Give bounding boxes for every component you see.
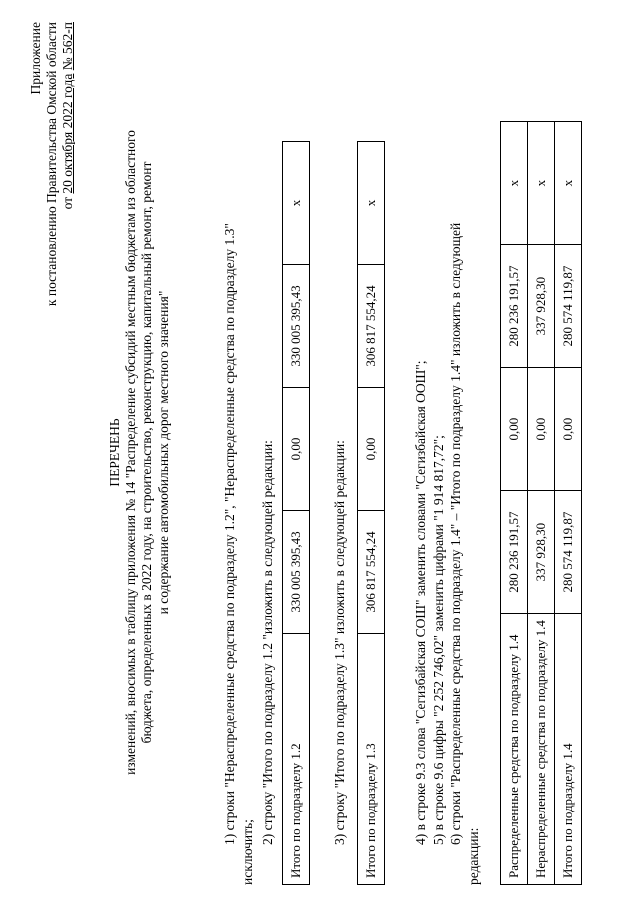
resolution-date: 20 октября 2022 года [60,73,76,194]
table-cell: 306 817 554,24 [358,511,385,634]
table-cell: 337 928,30 [528,245,555,368]
appendix-label: Приложение [28,22,43,95]
table-cell: 0,00 [283,388,310,511]
table-row [528,122,555,885]
table-row [501,122,528,885]
table-row [555,122,582,885]
table-row [358,142,385,885]
table-cell: 280 236 191,57 [501,491,528,614]
table-cell: 0,00 [528,368,555,491]
table-subsection-1-2 [282,141,310,885]
table-cell: 0,00 [555,368,582,491]
table-cell: х [501,122,528,245]
title-line-2: бюджета, определенных в 2022 году, на строительство, реконструкцию, капитальный ремонт, ремонт [139,161,155,744]
table-cell-label: Нераспределенные средства по подразделу 1.4 [528,614,555,885]
table-cell: 0,00 [358,388,385,511]
table-cell-label: Распределенные средства по подразделу 1.4 [501,614,528,885]
from-word: от [60,196,76,210]
item-4-text: 4) в строке 9.3 слова "Сегизбайская СОШ" заменить словами "Сегизбайская ООШ"; [413,360,428,845]
table-subsection-1-4 [500,121,582,885]
resolution-date-line [60,22,76,422]
table-cell: 330 005 395,43 [283,265,310,388]
table-cell: 280 236 191,57 [501,245,528,368]
table-cell: х [528,122,555,245]
item-5-text: 5) в строке 9.6 цифры "2 252 746,02" заменить цифрами "1 914 817,72"; [431,435,446,845]
table-cell: 280 574 119,87 [555,245,582,368]
table-cell-label: Итого по подразделу 1.4 [555,614,582,885]
document-title [107,20,172,885]
table-cell: х [555,122,582,245]
table-cell-label: Итого по подразделу 1.3 [358,634,385,885]
table-cell: 330 005 395,43 [283,511,310,634]
table-cell: 0,00 [501,368,528,491]
table-cell: 337 928,30 [528,491,555,614]
table-row [283,142,310,885]
title-heading: ПЕРЕЧЕНЬ [107,418,122,487]
table-cell: х [283,142,310,265]
item-2-text: 2) строку "Итого по подразделу 1.2 "изложить в следующей редакции: [260,440,275,845]
table-subsection-1-3 [357,141,385,885]
title-line-3: и содержание автомобильных дорог местного значения" [155,290,171,615]
resolution-line: к постановлению Правительства Омской области [44,22,60,307]
title-line-1: изменений, вносимых в таблицу приложения № 14 "Распределение субсидий местным бюджетам из областного [123,130,139,775]
table-cell: х [358,142,385,265]
item-6-line-1: 6) строки "Распределенные средства по подразделу 1.4" – "Итого по подразделу 1.4" изложить в следующей [448,222,463,845]
item-3-text: 3) строку "Итого по подразделу 1.3" изложить в следующей редакции: [332,440,347,845]
document-header [28,22,77,422]
table-cell: 280 574 119,87 [555,491,582,614]
table-cell: 306 817 554,24 [358,265,385,388]
item-6-line-2: редакции: [466,827,481,885]
item-1-line-2: исключить; [240,819,255,885]
resolution-number: № 562-п [60,22,76,71]
table-cell-label: Итого по подразделу 1.2 [283,634,310,885]
item-1-line-1: 1) строки "Нераспределенные средства по подразделу 1.2", "Нераспределенные средства по подразделу 1.3" [222,223,237,845]
